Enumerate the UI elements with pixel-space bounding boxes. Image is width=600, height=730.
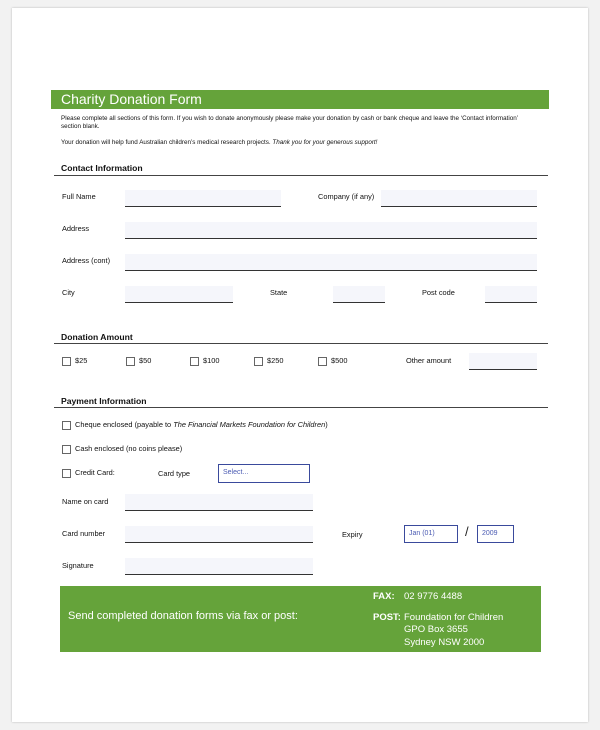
form-title: Charity Donation Form xyxy=(61,91,202,107)
state-field[interactable] xyxy=(333,286,385,303)
other-amount-field[interactable] xyxy=(469,353,537,370)
company-label: Company (if any) xyxy=(318,192,375,201)
post-address-line-1: Foundation for Children xyxy=(404,612,504,623)
expiry-year-field[interactable]: 2009 xyxy=(477,525,514,543)
donation-25-label: $25 xyxy=(75,356,88,365)
address-cont-label: Address (cont) xyxy=(62,256,111,265)
cheque-checkbox[interactable] xyxy=(62,421,71,430)
card-type-label: Card type xyxy=(158,469,191,478)
address-field[interactable] xyxy=(125,222,537,239)
cheque-label-text: Cheque enclosed (payable to xyxy=(75,420,174,429)
donation-50-label: $50 xyxy=(139,356,152,365)
expiry-month-field[interactable]: Jan (01) xyxy=(404,525,458,543)
card-number-field[interactable] xyxy=(125,526,313,543)
donation-section-heading: Donation Amount xyxy=(61,332,133,342)
city-label: City xyxy=(62,288,75,297)
donation-25-checkbox[interactable] xyxy=(62,357,71,366)
expiry-label: Expiry xyxy=(342,530,363,539)
contact-section-rule xyxy=(54,175,548,176)
donation-500-label: $500 xyxy=(331,356,348,365)
post-address-line-2: GPO Box 3655 xyxy=(404,624,468,635)
intro-line-3-text: Your donation will help fund Australian children’s medical research projects. xyxy=(61,139,273,146)
signature-label: Signature xyxy=(62,561,94,570)
cheque-payee: The Financial Markets Foundation for Children xyxy=(173,420,326,429)
name-on-card-label: Name on card xyxy=(62,497,109,506)
payment-section-heading: Payment Information xyxy=(61,396,147,406)
cash-label: Cash enclosed (no coins please) xyxy=(75,444,183,453)
full-name-label: Full Name xyxy=(62,192,96,201)
post-address-line-3: Sydney NSW 2000 xyxy=(404,637,485,648)
donation-500-checkbox[interactable] xyxy=(318,357,327,366)
card-type-select[interactable]: Select... xyxy=(218,464,310,483)
cheque-label-close: ) xyxy=(325,420,328,429)
intro-line-2: section blank. xyxy=(61,123,100,130)
send-forms-text: Send completed donation forms via fax or post: xyxy=(68,610,298,622)
credit-card-checkbox[interactable] xyxy=(62,469,71,478)
name-on-card-field[interactable] xyxy=(125,494,313,511)
intro-line-3 xyxy=(61,139,377,148)
donation-section-rule xyxy=(54,343,548,344)
donation-250-checkbox[interactable] xyxy=(254,357,263,366)
send-forms-banner xyxy=(60,586,541,652)
post-code-label: Post code xyxy=(422,288,455,297)
post-label: POST: xyxy=(373,612,401,623)
contact-section-heading: Contact Information xyxy=(61,163,143,173)
expiry-separator: / xyxy=(465,524,469,539)
donation-50-checkbox[interactable] xyxy=(126,357,135,366)
intro-line-1: Please complete all sections of this form. If you wish to donate anonymously please make your donation by cash or bank cheque and leave the ‘Contact information’ xyxy=(61,115,519,122)
card-number-label: Card number xyxy=(62,529,106,538)
cash-checkbox[interactable] xyxy=(62,445,71,454)
cheque-label xyxy=(75,420,328,429)
state-label: State xyxy=(270,288,288,297)
company-field[interactable] xyxy=(381,190,537,207)
signature-field[interactable] xyxy=(125,558,313,575)
post-code-field[interactable] xyxy=(485,286,537,303)
donation-100-label: $100 xyxy=(203,356,220,365)
full-name-field[interactable] xyxy=(125,190,281,207)
credit-card-label: Credit Card: xyxy=(75,468,115,477)
fax-number: 02 9776 4488 xyxy=(404,591,463,602)
address-cont-field[interactable] xyxy=(125,254,537,271)
fax-label: FAX: xyxy=(373,591,395,602)
payment-section-rule xyxy=(54,407,548,408)
address-label: Address xyxy=(62,224,90,233)
form-title-bar xyxy=(51,90,549,109)
donation-250-label: $250 xyxy=(267,356,284,365)
donation-100-checkbox[interactable] xyxy=(190,357,199,366)
other-amount-label: Other amount xyxy=(406,356,452,365)
city-field[interactable] xyxy=(125,286,233,303)
intro-thanks: Thank you for your generous support! xyxy=(272,139,378,146)
